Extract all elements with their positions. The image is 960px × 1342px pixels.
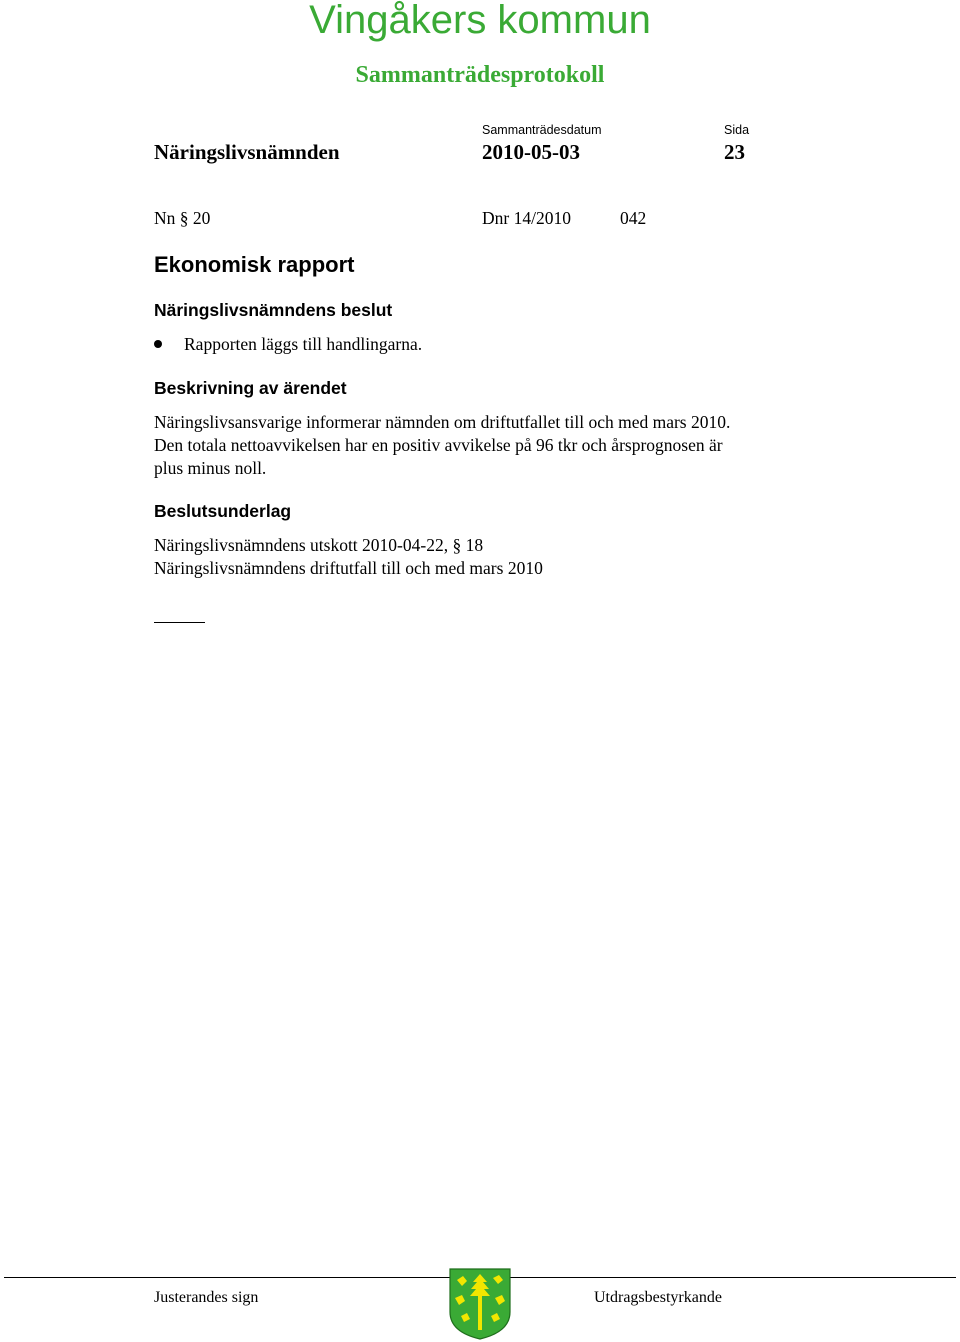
description-line: Näringslivsansvarige informerar nämnden om driftutfallet till och med mars 2010.	[154, 412, 731, 432]
description-heading: Beskrivning av ärendet	[154, 378, 347, 398]
page-title: Ekonomisk rapport	[154, 252, 355, 277]
diary-number: Dnr 14/2010	[482, 208, 571, 228]
bullet-icon	[154, 340, 162, 348]
document-type: Sammanträdesprotokoll	[355, 62, 605, 88]
page-number: 23	[724, 140, 745, 164]
organization-name: Vingåkers kommun	[309, 0, 651, 42]
description-line: Den totala nettoavvikelsen har en positiv avvikelse på 96 tkr och årsprognosen är	[154, 435, 723, 455]
footer-utdragsbestyrkande: Utdragsbestyrkande	[594, 1289, 722, 1306]
date-label: Sammanträdesdatum	[482, 123, 602, 137]
meeting-date: 2010-05-03	[482, 140, 580, 164]
decision-heading: Näringslivsnämndens beslut	[154, 300, 393, 320]
committee-name: Näringslivsnämnden	[154, 140, 340, 164]
footer-justerandes-sign: Justerandes sign	[154, 1289, 259, 1306]
paragraph-reference: Nn § 20	[154, 208, 211, 228]
basis-line: Näringslivsnämndens driftutfall till och med mars 2010	[154, 558, 543, 578]
basis-heading: Beslutsunderlag	[154, 501, 292, 521]
decision-item: Rapporten läggs till handlingarna.	[184, 334, 423, 354]
basis-line: Näringslivsnämndens utskott 2010-04-22, § 18	[154, 535, 484, 555]
description-line: plus minus noll.	[154, 458, 267, 478]
municipal-crest-icon	[449, 1268, 511, 1340]
archive-code: 042	[620, 208, 647, 228]
section-end-rule	[154, 622, 205, 623]
page-label: Sida	[724, 123, 750, 137]
